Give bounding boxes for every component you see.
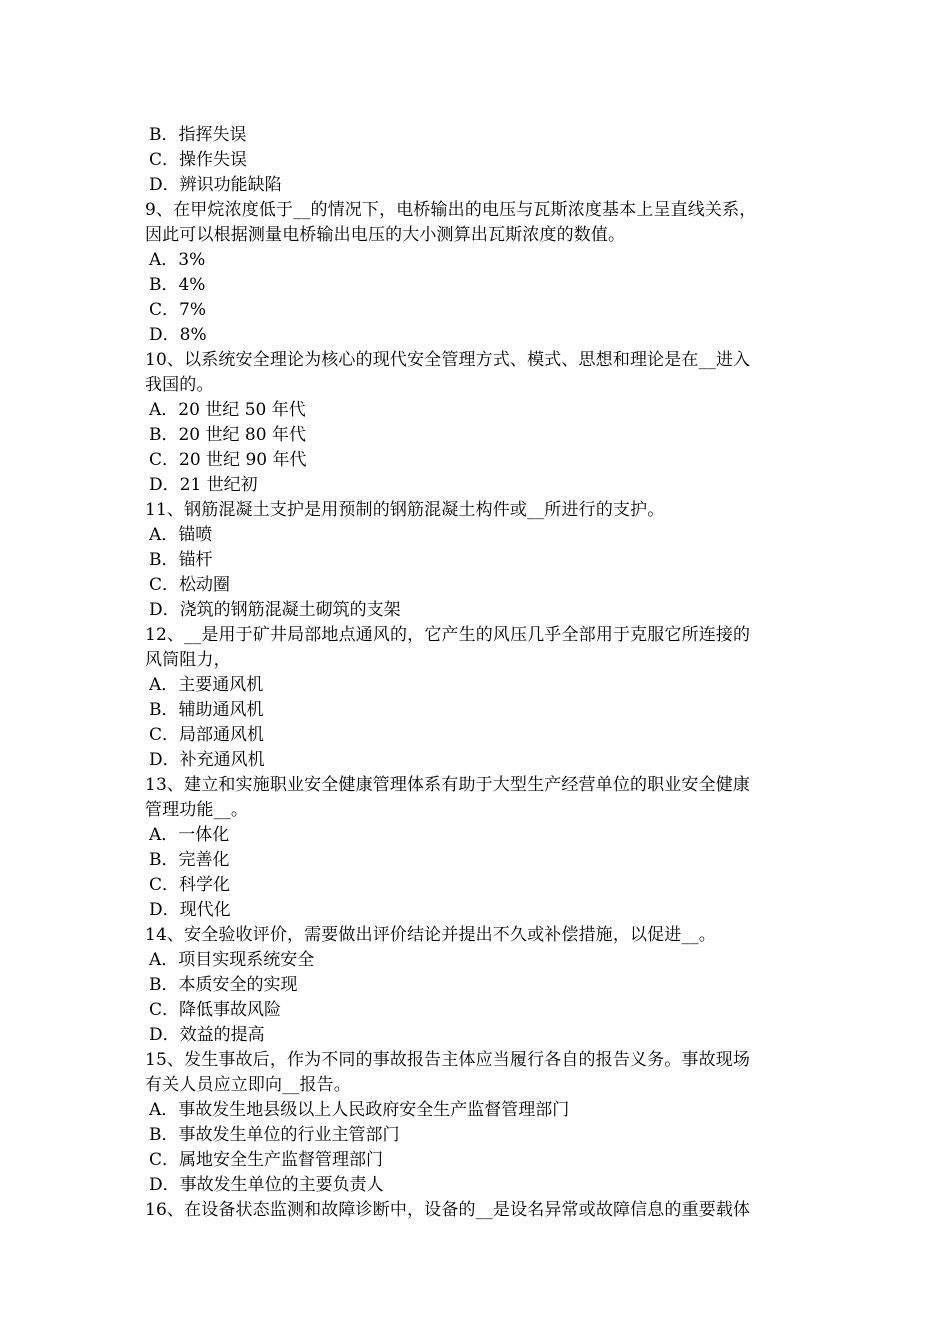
answer-option: D．补充通风机	[149, 750, 265, 770]
answer-option: A．项目实现系统安全	[149, 950, 315, 970]
answer-option: A．主要通风机	[149, 675, 264, 695]
question-text-line: 12、__是用于矿井局部地点通风的，它产生的风压几乎全部用于克服它所连接的	[145, 625, 751, 645]
question-text-line: 因此可以根据测量电桥输出电压的大小测算出瓦斯浓度的数值。	[145, 225, 626, 245]
answer-option: C．7%	[149, 300, 206, 320]
question-text-line: 管理功能__。	[145, 800, 249, 820]
question-text-line: 有关人员应立即向__报告。	[145, 1075, 351, 1095]
question-text-line: 10、以系统安全理论为核心的现代安全管理方式、模式、思想和理论是在__进入	[145, 350, 751, 370]
answer-option: B．锚杆	[149, 550, 213, 570]
question-text-line: 13、建立和实施职业安全健康管理体系有助于大型生产经营单位的职业安全健康	[145, 775, 751, 795]
answer-option: C．操作失误	[149, 150, 248, 170]
answer-option: B．事故发生单位的行业主管部门	[149, 1125, 400, 1145]
answer-option: C．松动圈	[149, 575, 231, 595]
answer-option: D．21 世纪初	[149, 475, 258, 495]
question-text-line: 风筒阻力，	[145, 650, 231, 670]
answer-option: A．3%	[149, 250, 206, 270]
answer-option: A．锚喷	[149, 525, 213, 545]
question-text-line: 11、钢筋混凝土支护是用预制的钢筋混凝土构件或__所进行的支护。	[145, 500, 665, 520]
answer-option: B．指挥失误	[149, 125, 247, 145]
answer-option: B．20 世纪 80 年代	[149, 425, 306, 445]
answer-option: D．辨识功能缺陷	[149, 175, 282, 195]
answer-option: A．事故发生地县级以上人民政府安全生产监督管理部门	[149, 1100, 570, 1120]
answer-option: A．20 世纪 50 年代	[149, 400, 306, 420]
question-text-line: 16、在设备状态监测和故障诊断中，设备的__是设名异常或故障信息的重要载体	[145, 1200, 751, 1220]
answer-option: D．效益的提高	[149, 1025, 265, 1045]
answer-option: A．一体化	[149, 825, 230, 845]
answer-option: C．属地安全生产监督管理部门	[149, 1150, 384, 1170]
question-text-line: 9、在甲烷浓度低于__的情况下，电桥输出的电压与瓦斯浓度基本上呈直线关系，	[145, 200, 757, 220]
answer-option: D．浇筑的钢筋混凝土砌筑的支架	[149, 600, 401, 620]
answer-option: B．本质安全的实现	[149, 975, 298, 995]
document-page	[145, 123, 815, 1223]
question-text-line: 15、发生事故后，作为不同的事故报告主体应当履行各自的报告义务。事故现场	[145, 1050, 751, 1070]
answer-option: C．20 世纪 90 年代	[149, 450, 307, 470]
answer-option: B．辅助通风机	[149, 700, 264, 720]
answer-option: D．事故发生单位的主要负责人	[149, 1175, 384, 1195]
answer-option: C．局部通风机	[149, 725, 265, 745]
answer-option: C．降低事故风险	[149, 1000, 282, 1020]
question-text-line: 我国的。	[145, 375, 214, 395]
answer-option: D．现代化	[149, 900, 231, 920]
answer-option: B．4%	[149, 275, 206, 295]
answer-option: C．科学化	[149, 875, 231, 895]
answer-option: B．完善化	[149, 850, 230, 870]
question-text-line: 14、安全验收评价，需要做出评价结论并提出不久或补偿措施，以促进__。	[145, 925, 716, 945]
answer-option: D．8%	[149, 325, 207, 345]
